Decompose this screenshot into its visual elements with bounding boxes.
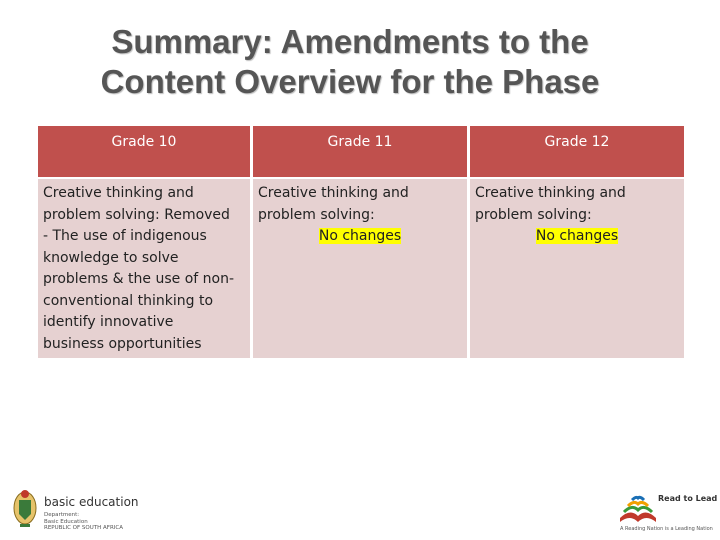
grade-10-cell	[38, 179, 250, 358]
header-grade-11: Grade 11	[253, 126, 467, 177]
read-to-lead-title: Read to Lead	[658, 494, 718, 503]
amendments-table	[38, 126, 684, 358]
grade-12-cell	[470, 179, 684, 358]
cell-line: knowledge to solve	[43, 249, 179, 266]
open-book-icon	[618, 488, 658, 524]
cell-line: identify innovative	[43, 314, 174, 330]
cell-line: Creative thinking and	[475, 185, 626, 201]
cell-line: problems & the use of non-	[43, 271, 235, 287]
coat-of-arms-icon	[10, 484, 40, 534]
dbe-logo-title: basic education	[44, 495, 139, 509]
cell-line: problem solving:	[475, 206, 592, 223]
title-line-2: Content Overview for the Phase	[100, 63, 600, 100]
read-to-lead-tagline: A Reading Nation is a Leading Nation	[620, 526, 713, 532]
title-line-1: Summary: Amendments to the	[111, 23, 589, 60]
header-grade-12: Grade 12	[470, 126, 684, 177]
no-changes-highlight: No changes	[535, 228, 619, 244]
slide-title	[0, 22, 700, 102]
cell-line: Creative thinking and	[258, 185, 409, 201]
cell-line: problem solving: Removed	[43, 206, 230, 223]
dbe-logo-subtitle: Department: Basic Education REPUBLIC OF SOUTH AFRICA	[44, 512, 123, 531]
cell-line: business opportunities	[43, 335, 202, 352]
header-grade-10: Grade 10	[38, 126, 250, 177]
cell-line: Creative thinking and	[43, 185, 194, 201]
cell-line: problem solving:	[258, 206, 375, 223]
grade-11-cell	[253, 179, 467, 358]
cell-line: conventional thinking to	[43, 292, 214, 309]
no-changes-highlight: No changes	[318, 228, 402, 244]
cell-line: - The use of indigenous	[43, 228, 207, 244]
